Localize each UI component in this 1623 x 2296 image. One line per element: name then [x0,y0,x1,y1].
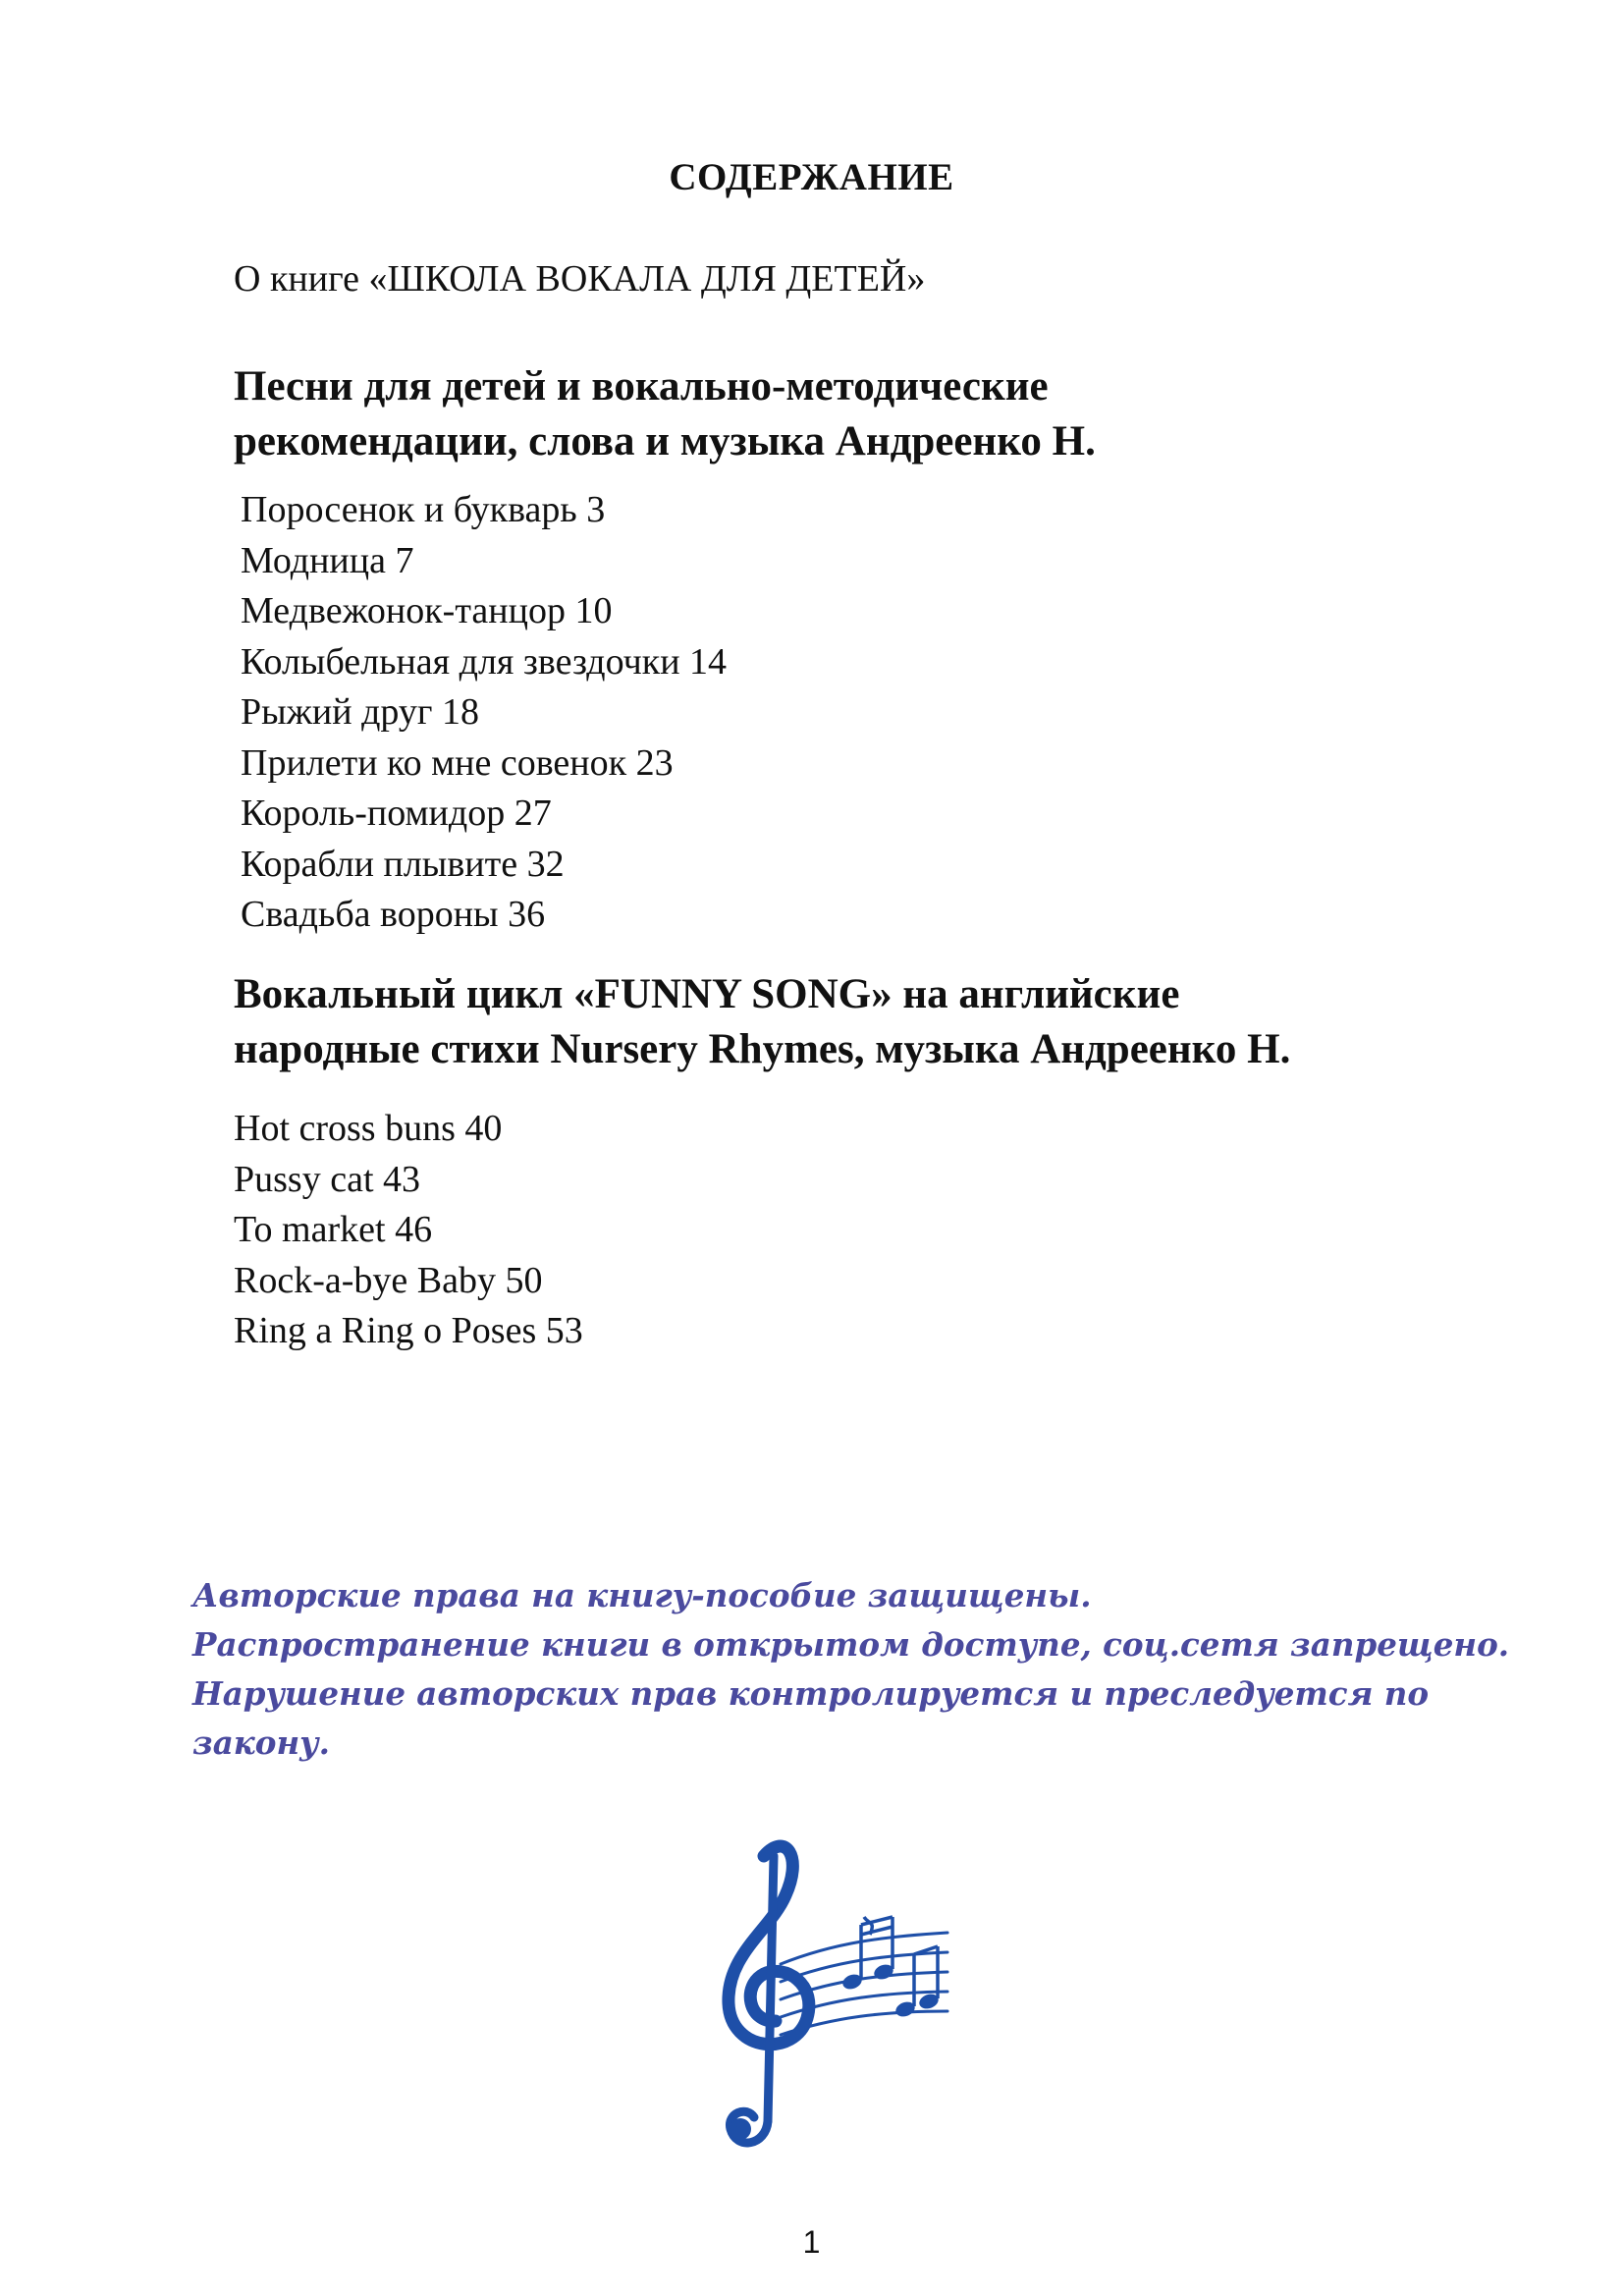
list-item: To market 46 [234,1209,433,1250]
list-item: Король-помидор 27 [241,793,552,834]
page-number: 1 [802,2224,821,2260]
list-item: Ring a Ring o Poses 53 [234,1310,583,1351]
list-item: Прилети ко мне совенок 23 [241,741,674,784]
section2-heading-line2: народные стихи Nursery Rhymes, музыка Андреенко Н. [234,1026,1291,1072]
list-item: Свадьба вороны 36 [241,894,546,935]
list-item: Корабли плывите 32 [241,843,565,885]
section2-list [234,1104,583,1357]
treble-clef-icon [687,1827,962,2160]
notice-line: Нарушение авторских прав контролируется и преследуется по [192,1674,1430,1713]
section1-list [241,485,727,941]
notice-line: Распространение книги в открытом доступе, соц.сетя запрещено. [192,1625,1510,1664]
list-item: Поросенок и букварь 3 [241,489,606,530]
page-title: СОДЕРЖАНИЕ [669,156,954,198]
about-book-line: О книге «ШКОЛА ВОКАЛА ДЛЯ ДЕТЕЙ» [234,258,926,300]
list-item: Pussy cat 43 [234,1158,420,1200]
list-item: Модница 7 [241,539,414,581]
list-item: Рыжий друг 18 [241,691,480,733]
notice-line: закону. [192,1723,330,1762]
list-item: Медвежонок-танцор 10 [241,590,613,631]
list-item: Колыбельная для звездочки 14 [241,640,728,683]
copyright-notice [192,1571,1567,1768]
notice-line: Авторские права на книгу-пособие защищены. [192,1576,1092,1614]
list-item: Rock-a-bye Baby 50 [234,1259,543,1301]
section2-heading-line1: Вокальный цикл «FUNNY SONG» на английские [234,971,1180,1017]
section1-heading-line1: Песни для детей и вокально-методические [234,363,1049,410]
section1-heading-line2: рекомендации, слова и музыка Андреенко Н. [234,418,1096,465]
section1-heading [234,359,1096,469]
list-item: Hot cross buns 40 [234,1108,503,1149]
section2-heading [234,967,1290,1077]
